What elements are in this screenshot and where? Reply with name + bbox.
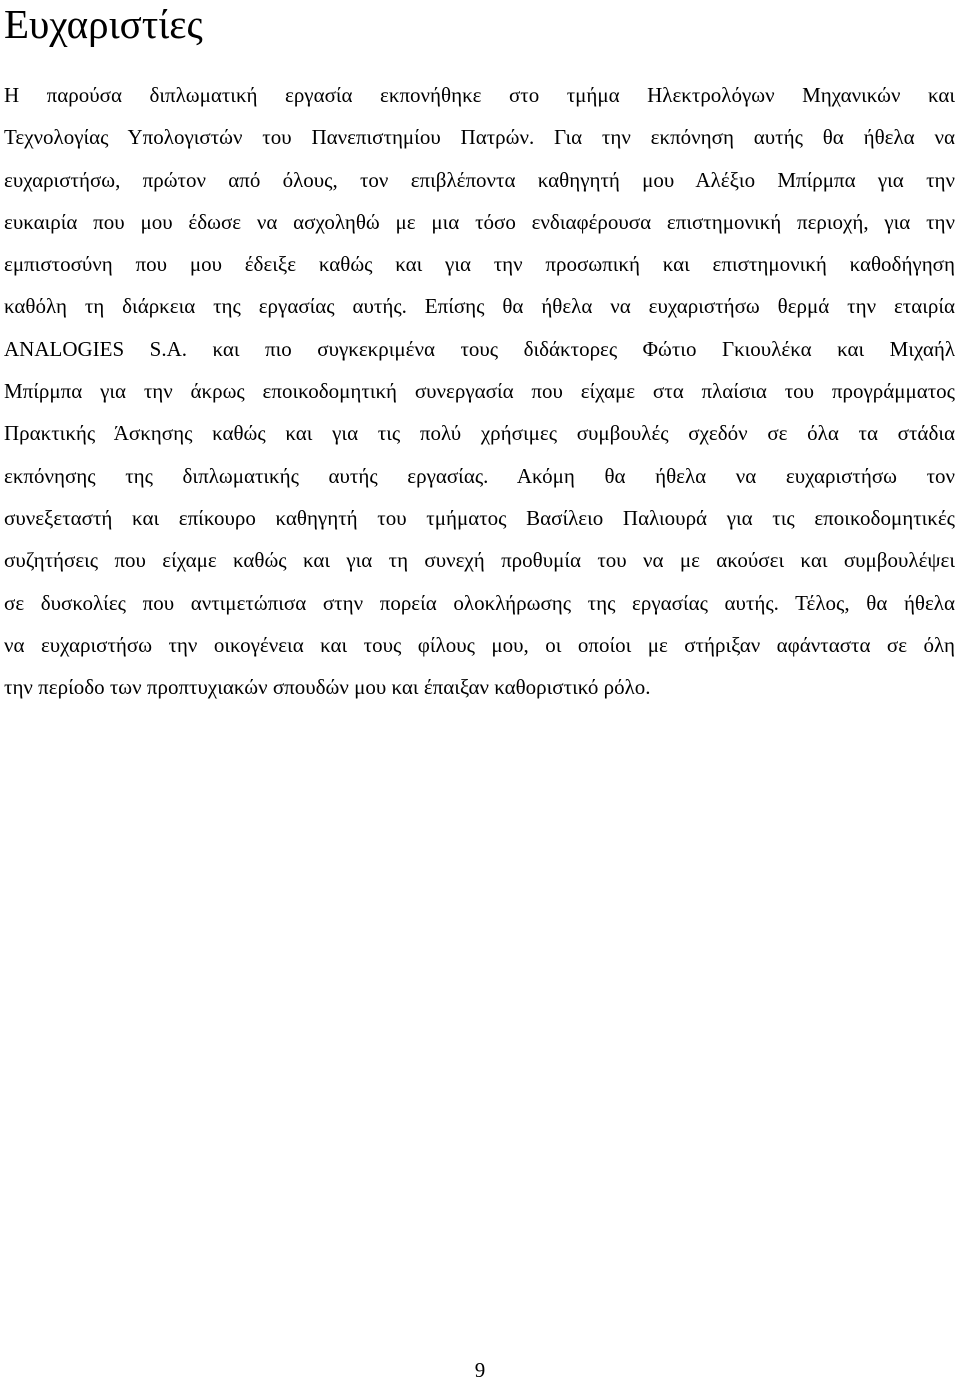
paragraph-line: την περίοδο των προπτυχιακών σπουδών μου και έπαιξαν καθοριστικό ρόλο. [4, 675, 651, 700]
paragraph-line: καθόλη τη διάρκεια της εργασίας αυτής. Επίσης θα ήθελα να ευχαριστήσω θερμά την εταιρία [4, 294, 955, 319]
page-number: 9 [474, 1358, 486, 1382]
paragraph-line: Πρακτικής Άσκησης καθώς και για τις πολύ χρήσιμες συμβουλές σχεδόν σε όλα τα στάδια [4, 421, 955, 446]
paragraph-line: Η παρούσα διπλωματική εργασία εκπονήθηκε στο τμήμα Ηλεκτρολόγων Μηχανικών και [4, 83, 955, 107]
paragraph-line: Μπίρμπα για την άκρως εποικοδομητική συνεργασία που είχαμε στα πλαίσια του προγράμματος [4, 379, 955, 404]
paragraph-line: σε δυσκολίες που αντιμετώπισα στην πορεία ολοκλήρωσης της εργασίας αυτής. Τέλος, θα ήθελα [4, 590, 955, 615]
paragraph-line: συζητήσεις που είχαμε καθώς και για τη συνεχή προθυμία του να με ακούσει και συμβουλέψει [4, 548, 955, 573]
paragraph-line: ευκαιρία που μου έδωσε να ασχοληθώ με μια τόσο ενδιαφέρουσα επιστημονική περιοχή, για την [4, 209, 955, 234]
paragraph-line: ευχαριστήσω, πρώτον από όλους, τον επιβλέποντα καθηγητή μου Αλέξιο Μπίρμπα για την [4, 167, 955, 192]
page-title: Ευχαριστίες [4, 1, 203, 47]
paragraph-line: Τεχνολογίας Υπολογιστών του Πανεπιστημίου Πατρών. Για την εκπόνηση αυτής θα ήθελα να [4, 125, 955, 150]
paragraph-line: εμπιστοσύνη που μου έδειξε καθώς και για την προσωπική και επιστημονική καθοδήγηση [4, 252, 955, 277]
paragraph-line: ANALOGIES S.A. και πιο συγκεκριμένα τους διδάκτορες Φώτιο Γκιουλέκα και Μιχαήλ [4, 336, 955, 361]
paragraph-line: συνεξεταστή και επίκουρο καθηγητή του τμήματος Βασίλειο Παλιουρά για τις εποικοδομητικές [4, 505, 955, 530]
paragraph-line: να ευχαριστήσω την οικογένεια και τους φίλους μου, οι οποίοι με στήριξαν αφάνταστα σε όλη [4, 632, 955, 657]
paragraph-line: εκπόνησης της διπλωματικής αυτής εργασίας. Ακόμη θα ήθελα να ευχαριστήσω τον [4, 463, 955, 488]
acknowledgements-paragraph [4, 74, 955, 708]
